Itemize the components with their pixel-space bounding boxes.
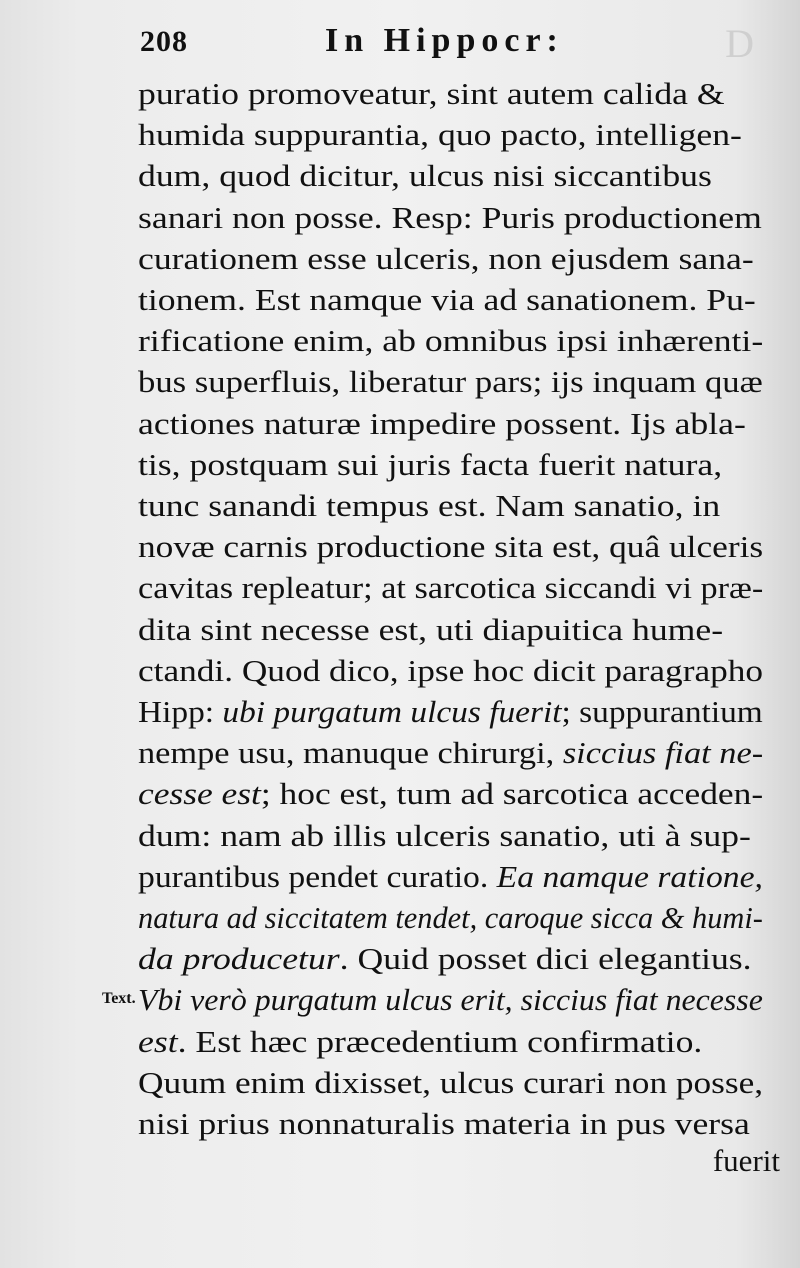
italic-quote: Ea namque ratione,: [496, 858, 763, 894]
page-number: 208: [140, 25, 188, 58]
text-line-content: sanari non posse. Resp: Puris productionem: [138, 199, 762, 235]
text-line: [0, 608, 800, 652]
catchword: fuerit: [712, 1143, 780, 1179]
text-line-content: cavitas repleatur; at sarcotica siccandi vi præ-: [138, 570, 764, 606]
text-line: [0, 566, 800, 610]
text-line: [0, 855, 800, 899]
text-line-content: nisi prius nonnaturalis materia in pus versa: [138, 1106, 750, 1141]
text-line: [0, 402, 800, 446]
italic-quote: est: [138, 1023, 178, 1059]
text-line-content: [138, 980, 763, 1020]
text-line: [0, 319, 800, 363]
text-line-content: nempe usu, manuque chirurgi, siccius fiat ne-: [138, 735, 764, 771]
running-title: In Hippocr:: [325, 22, 564, 59]
text-line-content: rificatione enim, ab omnibus ipsi inhærenti-: [138, 323, 764, 359]
text-line: [0, 690, 800, 734]
text-line-content: Quum enim dixisset, ulcus curari non posse,: [138, 1064, 764, 1100]
text-line: [0, 1061, 800, 1105]
text-line-content: cesse est; hoc est, tum ad sarcotica acceden-: [138, 776, 764, 812]
text-line-content: purantibus pendet curatio. Ea namque ratione,: [138, 858, 763, 894]
bleed-through-letter: D: [725, 21, 760, 66]
text-line: [0, 731, 800, 775]
text-line-content: tionem. Est namque via ad sanationem. Pu-: [138, 282, 756, 317]
text-line: [0, 237, 800, 281]
text-line: [0, 196, 800, 240]
text-line-content: est. Est hæc præcedentium confirmatio.: [138, 1023, 703, 1059]
text-line-content: tis, postquam sui juris facta fuerit natura,: [138, 446, 723, 482]
italic-quote: Vbi verò purgatum ulcus erit, siccius fiat necesse: [138, 982, 763, 1018]
page-header: [140, 22, 564, 60]
text-line-content: curationem esse ulceris, non ejusdem sana-: [138, 240, 754, 276]
text-line-content: bus superfluis, liberatur pars; ijs inquam quæ: [138, 364, 763, 400]
text-line: [0, 113, 800, 157]
text-line-content: dita sint necesse est, uti diapuitica hume-: [138, 611, 724, 647]
text-line-content: puratio promoveatur, sint autem calida &: [138, 76, 725, 111]
text-line: [0, 649, 800, 693]
text-line: [0, 772, 800, 816]
text-line-content: dum, quod dicitur, ulcus nisi siccantibus: [138, 158, 712, 194]
italic-quote: da producetur: [138, 941, 340, 977]
text-line: [0, 154, 800, 198]
text-line: [0, 978, 800, 1022]
text-line: [0, 937, 800, 981]
text-line-content: tunc sanandi tempus est. Nam sanatio, in: [138, 488, 721, 523]
text-line-content: ctandi. Quod dico, ipse hoc dicit paragrapho: [138, 652, 764, 688]
text-line-content: novæ carnis productione sita est, quâ ulceris: [138, 529, 764, 565]
italic-quote: cesse est: [138, 776, 261, 812]
text-line: [0, 896, 800, 940]
text-line: [0, 814, 800, 858]
text-line-content: Hipp: ubi purgatum ulcus fuerit; suppurantium: [138, 694, 763, 729]
italic-quote: ubi purgatum ulcus fuerit: [222, 694, 562, 729]
margin-note: Text.: [102, 990, 136, 1008]
italic-quote: natura ad siccitatem tendet, caroque sicca & humi-: [138, 900, 763, 935]
text-line: [0, 484, 800, 528]
text-line-content: da producetur. Quid posset dici elegantius.: [138, 941, 752, 977]
text-line: [0, 1102, 800, 1146]
italic-quote: siccius fiat ne-: [562, 735, 764, 771]
text-line: [0, 360, 800, 404]
text-line: [0, 443, 800, 487]
text-line: [0, 1020, 800, 1064]
text-line-content: dum: nam ab illis ulceris sanatio, uti à sup-: [138, 817, 751, 853]
text-line: [0, 278, 800, 322]
text-line-content: actiones naturæ impedire possent. Ijs abla-: [138, 405, 746, 441]
text-line: [0, 525, 800, 569]
text-line-content: humida suppurantia, quo pacto, intelligen-: [138, 117, 742, 153]
text-line: [0, 72, 800, 116]
text-line-content: [138, 898, 763, 938]
